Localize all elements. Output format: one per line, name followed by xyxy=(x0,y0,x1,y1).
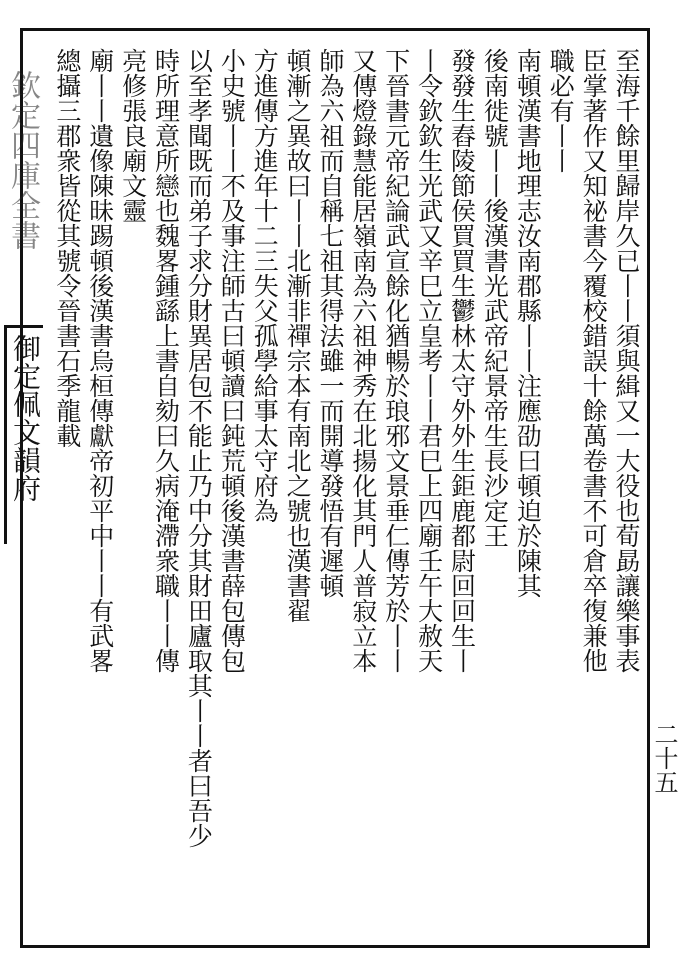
page-number: 二十五 xyxy=(650,722,678,794)
text-column-8: 下晉書元帝紀論武宣餘化猶暢於琅邪文景垂仁傳芳於丨丨 xyxy=(381,48,411,673)
text-column-6: 發發生舂陵節侯買買生鬱林太守外外生鉅鹿都尉回回生丨 xyxy=(447,48,477,673)
text-column-7: 丨令欽欽生光武又辛巳立皇考丨丨君巳上四廟壬午大赦天 xyxy=(414,48,444,673)
text-column-12: 方進傳方進年十二三失父孤學給事太守府為 xyxy=(250,48,280,523)
text-column-18: 總攝三郡衆皆從其號令晉書石季龍載 xyxy=(52,48,82,448)
text-column-10: 師為六祖而自稱七祖其得法雖一而開導發悟有遲頓 xyxy=(315,48,345,598)
text-column-5: 後南徙號丨丨後漢書光武帝紀景帝生長沙定王 xyxy=(480,48,510,548)
text-column-9: 又傳燈錄慧能居嶺南為六祖神秀在北揚化其門人普寂立本 xyxy=(348,48,378,673)
text-column-15: 時所理意所戀也魏畧鍾繇上書自劾曰久病淹滯衆職丨丨傳 xyxy=(151,48,181,673)
text-column-17: 廟丨丨遺像陳昧踢頓後漢書烏桓傳獻帝初平中丨丨有武畧 xyxy=(85,48,115,673)
book-title: 御定佩文韻府 xyxy=(4,325,43,544)
text-column-2: 臣掌著作又知祕書今覆校錯誤十餘萬卷書不可倉卒復兼他 xyxy=(579,48,609,673)
text-column-16: 亮修張良廟文靈 xyxy=(118,48,148,223)
text-column-11: 頓漸之異故曰丨丨北漸非禪宗本有南北之號也漢書翟 xyxy=(283,48,313,623)
left-margin xyxy=(0,30,44,950)
text-column-13: 小史號丨丨不及事注師古曰頓讀曰鈍荒頓後漢書薛包傳包 xyxy=(217,48,247,673)
text-column-4: 南頓漢書地理志汝南郡縣丨丨注應劭曰頓迫於陳其 xyxy=(513,48,543,598)
text-column-14: 以至孝聞既而弟子求分財異居包不能止乃中分其財田廬取其丨丨者曰吾少 xyxy=(184,48,214,848)
text-column-1: 至海千餘里歸岸久已丨丨須與緝又一大役也荀勗讓樂事表 xyxy=(611,48,641,673)
collection-title: 欽定四庫全書 xyxy=(5,70,40,250)
text-column-3: 職必有丨丨 xyxy=(546,48,576,173)
